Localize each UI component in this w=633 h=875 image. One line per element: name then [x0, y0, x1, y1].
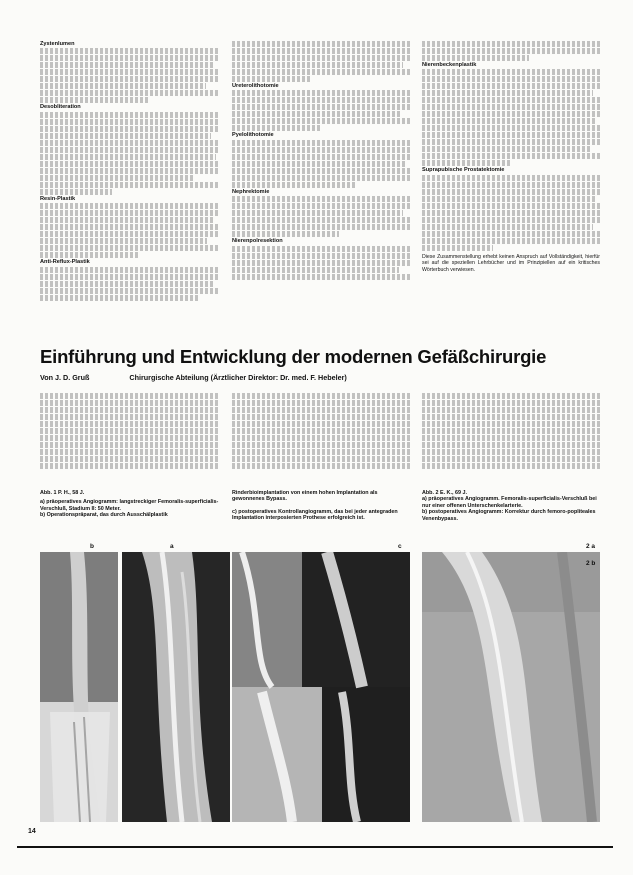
figure-caption-b: b) postoperatives Angiogramm: Korrektur durch femoro-popliteales Venenbypass. — [422, 509, 596, 522]
figure-caption: Abb. 2 E. K., 69 J. — [422, 490, 467, 496]
intro-column-3 — [422, 392, 600, 470]
closing-paragraph: Diese Zusammenstellung erhebt keinen Anspruch auf Vollständigkeit, hierfür sei auf die speziellen Lehrbücher und im Prinzipiellen auf ein kritisches Wörterbuch verwiesen. — [422, 253, 600, 273]
figure-label-c: c — [398, 543, 402, 550]
angiogram-image — [232, 552, 410, 822]
figure-caption-b: b) Operationspräparat, das durch Ausschälplastik — [40, 512, 168, 519]
angiogram-image — [122, 552, 230, 822]
heading: Zystenlumen — [40, 41, 75, 47]
figure-caption: Abb. 1 P. H., 58 J. — [40, 490, 85, 496]
figure-1-caption-block — [40, 490, 220, 519]
figure-caption-c: c) postoperatives Kontrollangiogramm, das bei jeder antegraden Implantation interposierten Prothese erfolgreich ist. — [232, 508, 398, 522]
specimen-photo — [40, 552, 118, 822]
figure-label-2b: 2 b — [586, 560, 596, 567]
angiogram-preop — [122, 552, 230, 822]
figure-1-caption-mid — [232, 490, 410, 522]
heading: Nierenpolresektion — [232, 238, 283, 245]
heading: Desobliteration — [40, 104, 81, 111]
angiogram-image — [422, 552, 600, 822]
figure-label-2a: 2 a — [586, 543, 596, 550]
author: Von J. D. Gruß — [40, 373, 90, 382]
angiogram-postop — [232, 552, 410, 822]
page-number: 14 — [28, 828, 36, 835]
heading: Anti-Reflux-Plastik — [40, 259, 90, 266]
intro-column-1 — [40, 392, 220, 470]
figure-caption-mid: Rinderbioimplantation von einem hohen Implantation als gewonnenes Bypass. — [232, 490, 378, 503]
top-column-1 — [40, 40, 220, 302]
byline — [40, 373, 347, 382]
top-column-3 — [422, 40, 600, 274]
top-column-2 — [232, 40, 410, 281]
heading: Nephrektomie — [232, 188, 270, 195]
heading: Ureterolithotomie — [232, 83, 279, 89]
article-title: Einführung und Entwicklung der modernen Gefäßchirurgie — [40, 346, 547, 367]
intro-column-2 — [232, 392, 410, 470]
figure-label-a: a — [170, 543, 174, 550]
heading: Pyelolithotomie — [232, 132, 274, 139]
heading: Resin-Plastik — [40, 195, 76, 202]
angiogram-figure-2 — [422, 552, 600, 822]
specimen-image — [40, 552, 118, 822]
figure-caption-a: a) präoperatives Angiogramm. Femoralis-superficialis-Verschluß bei nur einer offenen Unterschenkelarterie. — [422, 496, 597, 509]
bottom-rule — [17, 846, 613, 848]
heading: Nierenbeckenplastik — [422, 62, 477, 68]
figure-caption-a: a) präoperatives Angiogramm: langstreckiger Femoralis-superficialis-Verschluß, Stadium II: 50 Meter. — [40, 499, 219, 512]
heading: Suprapubische Prostatektomie — [422, 167, 505, 174]
figure-label-b: b — [90, 543, 94, 550]
department: Chirurgische Abteilung (Ärztlicher Direktor: Dr. med. F. Hebeler) — [129, 373, 347, 382]
figure-2-caption-block — [422, 490, 600, 522]
